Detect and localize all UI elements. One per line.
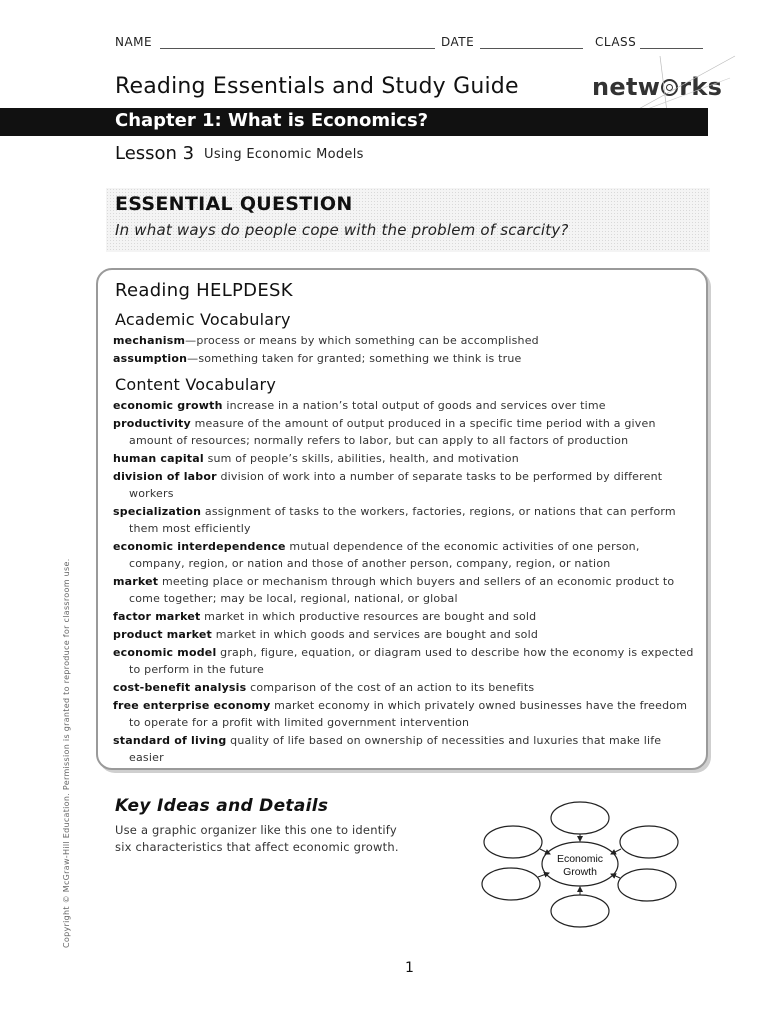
vocab-item: economic model graph, figure, equation, or diagram used to describe how the economy is expected to perform in the future [113,646,694,676]
helpdesk-title: Reading HELPDESK [115,280,293,301]
organizer-upper-right-oval[interactable] [620,826,678,858]
essential-question-text: In what ways do people cope with the problem of scarcity? [115,221,569,239]
key-ideas-text: Use a graphic organizer like this one to identify six characteristics that affect economic growth. [115,823,399,854]
vocab-item: productivity measure of the amount of output produced in a specific time period with a given amount of resources; normally refers to labor, but can apply to all factors of production [113,417,656,447]
vocab-item: free enterprise economy market economy in which privately owned businesses have the freedom to operate for a profit with limited government intervention [113,699,688,729]
vocab-item: human capital sum of people’s skills, abilities, health, and motivation [113,452,519,465]
academic-vocabulary-heading: Academic Vocabulary [115,310,291,329]
vocab-item: product market market in which goods and services are bought and sold [113,628,539,641]
vocab-item: standard of living quality of life based on ownership of necessities and luxuries that make life easier [113,734,662,764]
organizer-lower-left-oval[interactable] [482,868,540,900]
key-ideas-heading: Key Ideas and Details [115,796,329,816]
vocab-item: economic growth increase in a nation’s total output of goods and services over time [113,399,606,412]
date-line[interactable] [480,48,583,49]
vocab-item: specialization assignment of tasks to the workers, factories, regions, or nations that can perform them most efficiently [113,505,676,535]
vocab-item: assumption—something taken for granted; something we think is true [113,352,522,365]
organizer-bottom-oval[interactable] [551,895,609,927]
lesson-number: Lesson 3 [115,143,195,164]
content-vocabulary-list [113,397,698,767]
guide-title: Reading Essentials and Study Guide [115,74,519,99]
vocab-item: cost-benefit analysis comparison of the cost of an action to its benefits [113,681,535,694]
date-label: DATE [441,35,475,49]
chapter-title: Chapter 1: What is Economics? [115,110,429,131]
networks-logo: netw rks [592,73,723,101]
organizer-upper-left-oval[interactable] [484,826,542,858]
lesson-title: Using Economic Models [204,147,364,162]
page-number: 1 [405,960,414,976]
organizer-center-label-2: Growth [563,866,597,878]
organizer-arrow [611,849,621,854]
copyright-note: Copyright © McGraw-Hill Education. Permission is granted to reproduce for classroom use. [62,558,71,948]
organizer-top-oval[interactable] [551,802,609,834]
organizer-lower-right-oval[interactable] [618,869,676,901]
vocab-item: division of labor division of work into a number of separate tasks to be performed by different workers [113,470,663,500]
vocab-item: market meeting place or mechanism through which buyers and sellers of an economic product to come together; may be local, regional, national, or global [113,575,675,605]
name-line[interactable] [160,48,435,49]
vocab-item: factor market market in which productive resources are bought and sold [113,610,537,623]
organizer-center-label-1: Economic [556,853,604,865]
vocab-item: economic interdependence mutual dependence of the economic activities of one person, company, region, or nation and those of another person, company, region, or nation [113,540,640,570]
academic-vocabulary-list [113,332,698,368]
name-label: NAME [115,35,153,49]
graphic-organizer [478,798,718,958]
class-label: CLASS [595,35,637,49]
content-vocabulary-heading: Content Vocabulary [115,375,277,394]
essential-question-heading: ESSENTIAL QUESTION [115,193,353,215]
vocab-item: mechanism—process or means by which something can be accomplished [113,334,539,347]
